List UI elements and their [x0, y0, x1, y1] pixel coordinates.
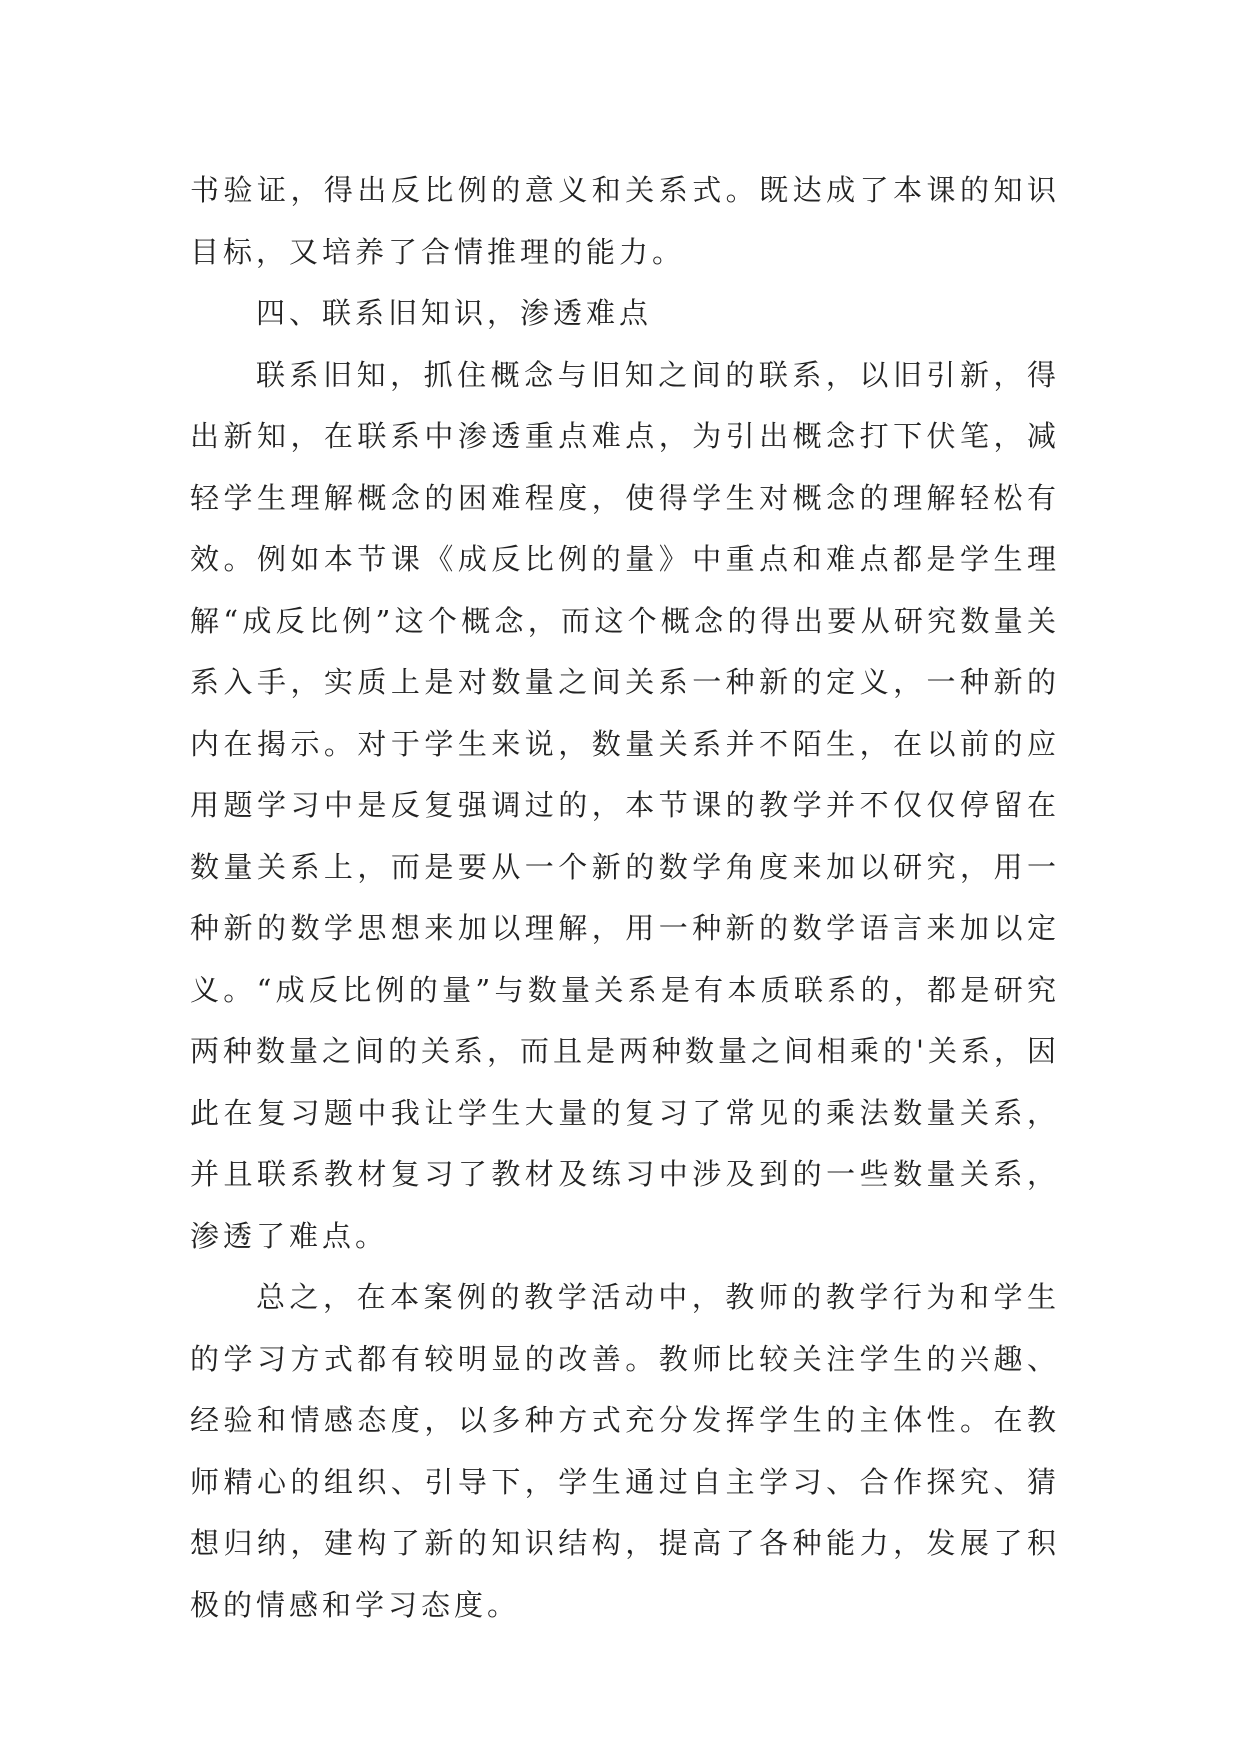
document-page: [190, 160, 1060, 1636]
paragraph-conclusion: 总之，在本案例的教学活动中，教师的教学行为和学生的学习方式都有较明显的改善。教师比较关注学生的兴趣、经验和情感态度，以多种方式充分发挥学生的主体性。在教师精心的组织、引导下，学生通过自主学习、合作探究、猜想归纳，建构了新的知识结构，提高了各种能力，发展了积极的情感和学习态度。: [190, 1280, 1060, 1622]
paragraph-continuation: 书验证，得出反比例的意义和关系式。既达成了本课的知识目标，又培养了合情推理的能力。: [190, 173, 1060, 269]
section-heading: 四、联系旧知识，渗透难点: [256, 296, 653, 330]
paragraph-body: 联系旧知，抓住概念与旧知之间的联系，以旧引新，得出新知，在联系中渗透重点难点，为引出概念打下伏笔，减轻学生理解概念的困难程度，使得学生对概念的理解轻松有效。例如本节课《成反比例的量》中重点和难点都是学生理解“成反比例”这个概念，而这个概念的得出要从研究数量关系入手，实质上是对数量之间关系一种新的定义，一种新的内在揭示。对于学生来说，数量关系并不陌生，在以前的应用题学习中是反复强调过的，本节课的教学并不仅仅停留在数量关系上，而是要从一个新的数学角度来加以研究，用一种新的数学思想来加以理解，用一种新的数学语言来加以定义。“成反比例的量”与数量关系是有本质联系的，都是研究两种数量之间的关系，而且是两种数量之间相乘的'关系，因此在复习题中我让学生大量的复习了常见的乘法数量关系，并且联系教材复习了教材及练习中涉及到的一些数量关系，渗透了难点。: [190, 357, 1060, 1253]
